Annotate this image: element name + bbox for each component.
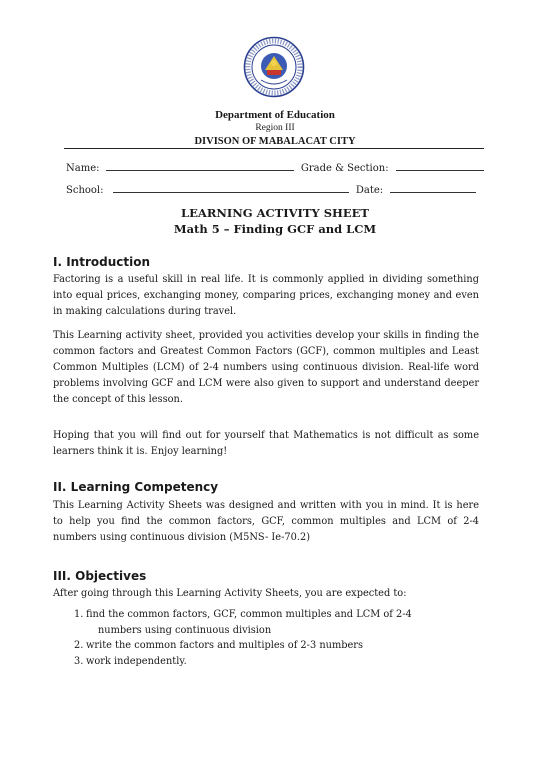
- list-text: find the common factors, GCF, common multiples and LCM of 2-4: [86, 609, 412, 620]
- sheet-title: LEARNING ACTIVITY SHEET: [181, 206, 369, 220]
- list-text: work independently.: [86, 655, 187, 667]
- competency-heading: II. Learning Competency: [53, 480, 219, 494]
- list-item: [74, 607, 494, 638]
- name-grade-row: [66, 161, 486, 176]
- list-number: 2.: [74, 640, 84, 651]
- letterhead: [0, 108, 550, 148]
- objectives-list: [74, 607, 494, 669]
- division-name: DIVISON OF MABALACAT CITY: [194, 136, 356, 147]
- name-label: Name:: [66, 163, 100, 174]
- list-item: [74, 638, 494, 654]
- grade-section-label: Grade & Section:: [300, 163, 389, 174]
- school-date-row: [66, 183, 486, 198]
- list-text-continued: numbers using continuous division: [98, 624, 272, 636]
- region-name: Region III: [255, 123, 295, 133]
- introduction-paragraph-3: Hoping that you will find out for yourself that Mathematics is not difficult as some learners think it is. Enjoy learning!: [53, 430, 479, 457]
- grade-section-blank[interactable]: [396, 161, 484, 171]
- list-number: 3.: [74, 655, 84, 667]
- introduction-heading: I. Introduction: [53, 255, 150, 269]
- objectives-heading: III. Objectives: [53, 569, 147, 583]
- deped-seal-logo: [243, 36, 305, 98]
- list-number: 1.: [74, 609, 84, 620]
- name-blank[interactable]: [106, 161, 294, 171]
- department-name: Department of Education: [215, 109, 335, 121]
- objectives-intro: After going through this Learning Activity Sheets, you are expected to:: [53, 588, 407, 599]
- date-label: Date:: [355, 185, 384, 196]
- introduction-paragraph-1: Factoring is a useful skill in real life. It is commonly applied in dividing something into equal prices, exchanging money, comparing prices, exchanging money and even in making calculations during travel.: [53, 274, 479, 317]
- date-blank[interactable]: [390, 183, 476, 193]
- school-blank[interactable]: [113, 183, 349, 193]
- list-text: write the common factors and multiples of 2-3 numbers: [86, 640, 364, 651]
- school-label: School:: [66, 185, 104, 196]
- subject-title: Math 5 – Finding GCF and LCM: [173, 222, 377, 236]
- list-item: [74, 654, 494, 670]
- header-divider: [64, 148, 484, 149]
- introduction-paragraph-2: This Learning activity sheet, provided you activities develop your skills in finding the common factors and Greatest Common Factors (GCF), common multiples and Least Common Multiples (LCM) of 2-4 numbers using continuous division. Real-life word problems involving GCF and LCM were also given to support and understand deeper the concept of this lesson.: [53, 330, 479, 405]
- competency-paragraph: This Learning Activity Sheets was designed and written with you in mind. It is here to help you find the common factors, GCF, common multiples and LCM of 2-4 numbers using continuous division (M5NS- Ie-70.2): [53, 500, 479, 543]
